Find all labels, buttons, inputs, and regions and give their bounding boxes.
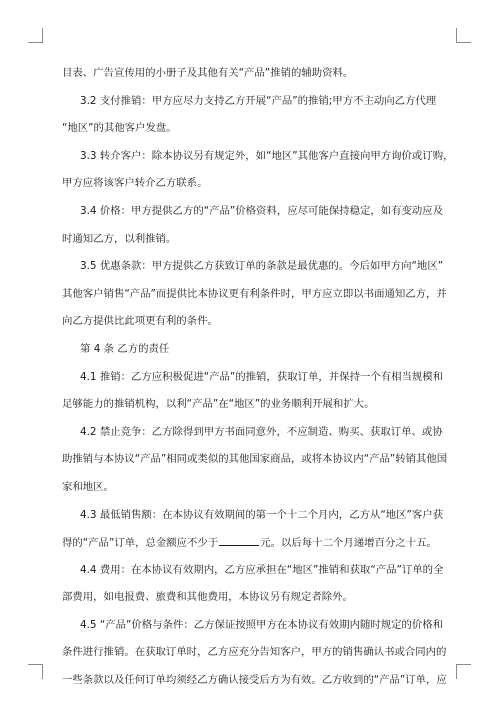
page-corner-mark-top-left — [28, 28, 43, 43]
amount-blank-field — [219, 535, 259, 546]
text-line: “地区”的其他客户发盘。 — [62, 122, 177, 135]
clause-3-5-line: 3.5 优惠条款：甲方提供乙方获致订单的条款是最优惠的。今后如甲方向“地区” — [80, 260, 444, 273]
text-line: 其他客户销售“产品”而提供比本协议更有利条件时，甲方应立即以书面通知乙方，并 — [62, 287, 447, 300]
text-line: 助推销与本协议“产品”相同或类似的其他国家商品，或将本协议内“产品”转销其他国 — [62, 453, 448, 466]
clause-4-3-line: 4.3 最低销售额：在本协议有效期间的第一个十二个月内，乙方从“地区”客户获 — [80, 508, 444, 521]
text-line: 部费用，如电报费、旅费和其他费用，本协议另有规定者除外。 — [62, 591, 353, 604]
clause-3-4-line: 3.4 价格：甲方提供乙方的“产品”价格资料，应尽可能保持稳定，如有变动应及 — [80, 204, 444, 217]
clause-4-2-line: 4.2 禁止竞争：乙方除得到甲方书面同意外，不应制造、购买、获取订单、或协 — [80, 425, 443, 438]
text-line: 条件进行推销。在获取订单时，乙方应充分告知客户，甲方的销售确认书或合同内的 — [62, 646, 447, 659]
text-line: 甲方应将该客户转介乙方联系。 — [62, 177, 208, 190]
document-body — [62, 66, 454, 701]
page-corner-mark-top-right — [456, 28, 471, 43]
minimum-sales-text-before: 得的“产品”订单，总金额应不少于 — [62, 537, 219, 550]
page-corner-mark-bottom-right — [456, 664, 471, 679]
clause-4-4-line: 4.4 费用：在本协议有效期内，乙方应承担在“地区”推销和获取“产品”订单的全 — [80, 563, 444, 576]
clause-4-5-line: 4.5 “产品”价格与条件：乙方保证按照甲方在本协议有效期内随时规定的价格和 — [80, 618, 444, 631]
minimum-sales-line — [62, 535, 444, 550]
clause-3-2-line: 3.2 支付推销：甲方应尽力支持乙方开展“产品”的推销;甲方不主动向乙方代理 — [80, 94, 437, 107]
page-corner-mark-bottom-left — [28, 664, 43, 679]
minimum-sales-text-after: 元。以后每十二个月递增百分之十五。 — [260, 537, 437, 550]
text-line: 目表、广告宣传用的小册子及其他有关“产品”推销的辅助资料。 — [62, 67, 354, 79]
clause-3-3-line: 3.3 转介客户：除本协议另有规定外，如“地区”其他客户直接向甲方询价或订购， — [80, 149, 454, 162]
section-4-heading: 第 4 条 乙方的责任 — [80, 342, 170, 355]
text-line: 时通知乙方，以利推销。 — [62, 232, 177, 245]
text-line: 向乙方提供比此项更有利的条件。 — [62, 315, 218, 328]
clause-4-1-line: 4.1 推销：乙方应积极促进“产品”的推销，获取订单，并保持一个有相当规模和 — [80, 370, 444, 383]
text-line: 足够能力的推销机构，以利“产品”在“地区”的业务顺利开展和扩大。 — [62, 398, 375, 411]
text-line: 家和地区。 — [62, 480, 114, 493]
text-line: 一些条款以及任何订单均须经乙方确认接受后方为有效。乙方收到的“产品”订单，应 — [62, 674, 447, 687]
